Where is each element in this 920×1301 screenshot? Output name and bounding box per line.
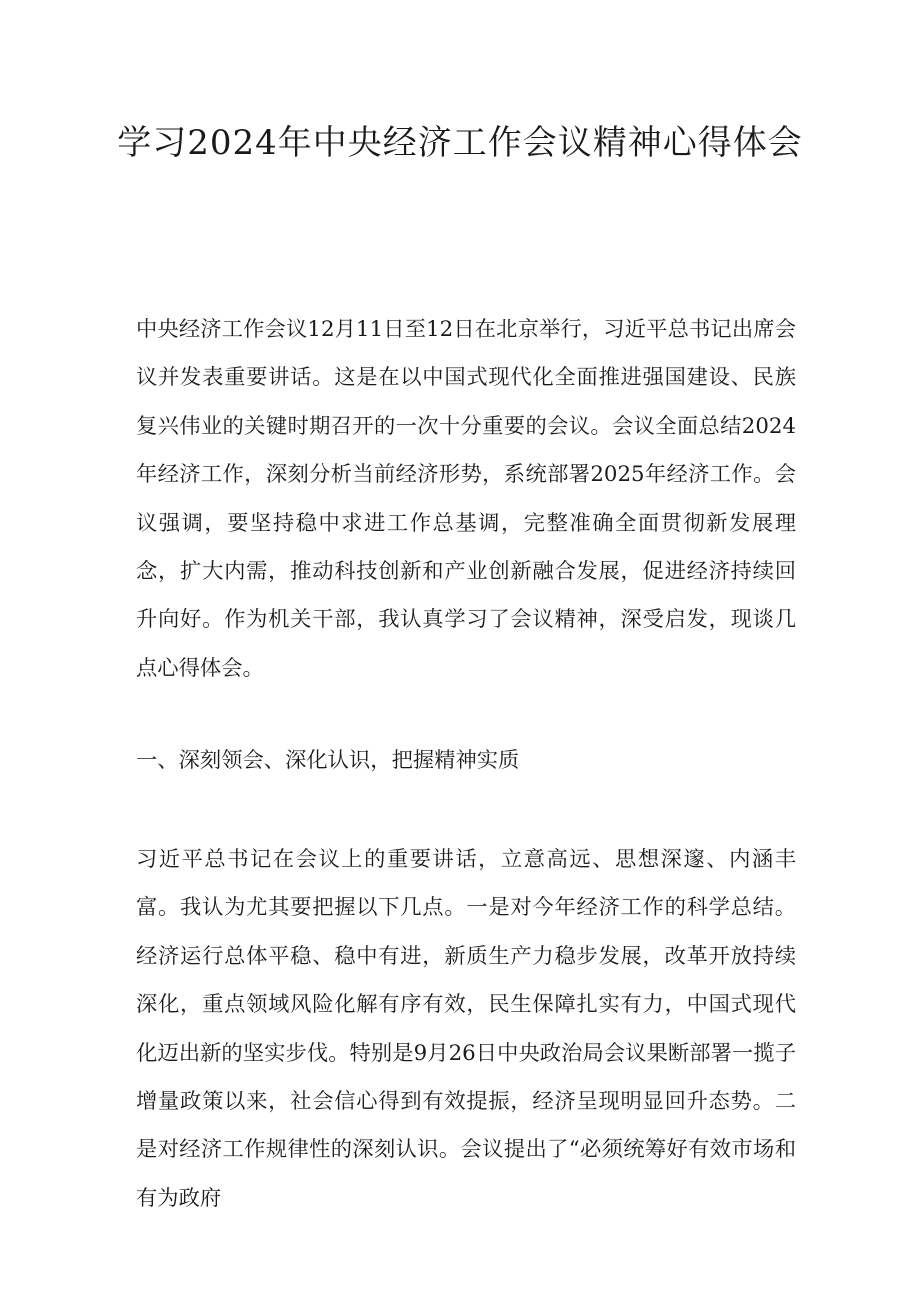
intro-paragraph: 中央经济工作会议12月11日至12日在北京举行，习近平总书记出席会议并发表重要讲话。这是在以中国式现代化全面推进强国建设、民族复兴伟业的关键时期召开的一次十分重要的会议。会议全面总结2024年经济工作，深刻分析当前经济形势，系统部署2025年经济工作。会议强调，要坚持稳中求进工作总基调，完整准确全面贯彻新发展理念，扩大内需，推动科技创新和产业创新融合发展，促进经济持续回升向好。作为机关干部，我认真学习了会议精神，深受启发，现谈几点心得体会。 bbox=[136, 317, 796, 681]
section-heading: 一、深刻领会、深化认识，把握精神实质 bbox=[136, 748, 520, 773]
document-title: 学习2024年中央经济工作会议精神心得体会 bbox=[117, 123, 803, 163]
body-paragraph: 习近平总书记在会议上的重要讲话，立意高远、思想深邃、内涵丰富。我认为尤其要把握以下几点。一是对今年经济工作的科学总结。经济运行总体平稳、稳中有进，新质生产力稳步发展，改革开放持续深化，重点领域风险化解有序有效，民生保障扎实有力，中国式现代化迈出新的坚实步伐。特别是9月26日中央政治局会议果断部署一揽子增量政策以来，社会信心得到有效提振，经济呈现明显回升态势。二是对经济工作规律性的深刻认识。会议提出了“必须统筹好有效市场和有为政府 bbox=[136, 847, 796, 1211]
